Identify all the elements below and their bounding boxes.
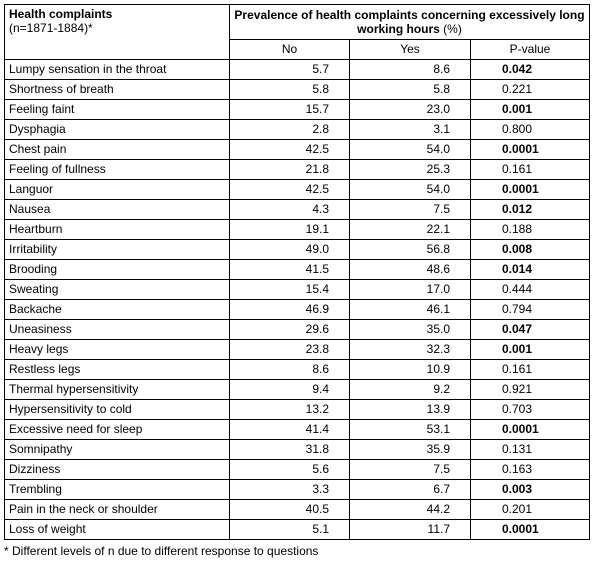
table-row [5, 460, 590, 480]
prevalence-yes: 22.1 [350, 220, 471, 240]
complaint-name: Thermal hypersensitivity [5, 380, 230, 400]
prevalence-no: 41.4 [230, 420, 350, 440]
prevalence-yes: 35.9 [350, 440, 471, 460]
complaint-name: Backache [5, 300, 230, 320]
prevalence-no: 21.8 [230, 160, 350, 180]
p-value: 0.001 [471, 100, 590, 120]
p-value: 0.042 [471, 60, 590, 80]
table-row [5, 360, 590, 380]
prevalence-header-cell [230, 5, 590, 40]
complaint-name: Dizziness [5, 460, 230, 480]
complaint-name: Restless legs [5, 360, 230, 380]
prevalence-yes: 32.3 [350, 340, 471, 360]
prevalence-no: 9.4 [230, 380, 350, 400]
p-value: 0.0001 [471, 420, 590, 440]
prevalence-yes: 46.1 [350, 300, 471, 320]
table-row [5, 220, 590, 240]
table-body [5, 60, 590, 540]
p-value: 0.008 [471, 240, 590, 260]
prevalence-no: 4.3 [230, 200, 350, 220]
prevalence-yes: 35.0 [350, 320, 471, 340]
prevalence-yes: 5.8 [350, 80, 471, 100]
table-row [5, 100, 590, 120]
complaint-name: Loss of weight [5, 520, 230, 540]
p-value: 0.047 [471, 320, 590, 340]
complaint-name: Excessive need for sleep [5, 420, 230, 440]
table-row [5, 480, 590, 500]
prevalence-no: 23.8 [230, 340, 350, 360]
footnote: * Different levels of n due to different response to questions [4, 544, 319, 558]
prevalence-yes: 48.6 [350, 260, 471, 280]
table-row [5, 120, 590, 140]
prevalence-no: 15.4 [230, 280, 350, 300]
complaints-title: Health complaints [9, 7, 113, 21]
p-value: 0.0001 [471, 520, 590, 540]
complaint-name: Heartburn [5, 220, 230, 240]
prevalence-no: 5.1 [230, 520, 350, 540]
prevalence-yes: 54.0 [350, 140, 471, 160]
prevalence-yes: 3.1 [350, 120, 471, 140]
prevalence-no: 42.5 [230, 140, 350, 160]
table-row [5, 340, 590, 360]
complaint-name: Uneasiness [5, 320, 230, 340]
complaint-name: Somnipathy [5, 440, 230, 460]
p-value: 0.163 [471, 460, 590, 480]
prevalence-yes: 8.6 [350, 60, 471, 80]
prevalence-no: 31.8 [230, 440, 350, 460]
prevalence-yes: 6.7 [350, 480, 471, 500]
prevalence-title: Prevalence of health complaints concerning excessively long working hours [234, 8, 585, 36]
table-container [4, 4, 589, 558]
prevalence-no: 15.7 [230, 100, 350, 120]
table-row [5, 300, 590, 320]
p-value: 0.012 [471, 200, 590, 220]
p-value: 0.201 [471, 500, 590, 520]
col-header-no: No [230, 40, 350, 60]
prevalence-no: 49.0 [230, 240, 350, 260]
complaint-name: Sweating [5, 280, 230, 300]
table-row [5, 380, 590, 400]
p-value: 0.0001 [471, 180, 590, 200]
p-value: 0.161 [471, 160, 590, 180]
complaint-name: Dysphagia [5, 120, 230, 140]
table-row [5, 200, 590, 220]
complaint-name: Irritability [5, 240, 230, 260]
prevalence-no: 29.6 [230, 320, 350, 340]
complaint-name: Heavy legs [5, 340, 230, 360]
prevalence-yes: 56.8 [350, 240, 471, 260]
p-value: 0.131 [471, 440, 590, 460]
prevalence-yes: 17.0 [350, 280, 471, 300]
complaint-name: Feeling faint [5, 100, 230, 120]
complaint-name: Feeling of fullness [5, 160, 230, 180]
table-row [5, 440, 590, 460]
prevalence-no: 2.8 [230, 120, 350, 140]
prevalence-no: 19.1 [230, 220, 350, 240]
p-value: 0.921 [471, 380, 590, 400]
table-row [5, 420, 590, 440]
p-value: 0.161 [471, 360, 590, 380]
prevalence-no: 13.2 [230, 400, 350, 420]
col-header-p-value: P-value [471, 40, 590, 60]
prevalence-yes: 54.0 [350, 180, 471, 200]
prevalence-no: 46.9 [230, 300, 350, 320]
prevalence-yes: 44.2 [350, 500, 471, 520]
complaints-header-cell [5, 5, 230, 60]
table-row [5, 500, 590, 520]
table-row [5, 140, 590, 160]
table-row [5, 520, 590, 540]
prevalence-no: 42.5 [230, 180, 350, 200]
table-row [5, 180, 590, 200]
table-row [5, 260, 590, 280]
complaint-name: Hypersensitivity to cold [5, 400, 230, 420]
p-value: 0.221 [471, 80, 590, 100]
p-value: 0.001 [471, 340, 590, 360]
col-header-yes: Yes [350, 40, 471, 60]
table-row [5, 280, 590, 300]
table-row [5, 400, 590, 420]
prevalence-yes: 11.7 [350, 520, 471, 540]
complaint-name: Lumpy sensation in the throat [5, 60, 230, 80]
complaints-n: (n=1871-1884)* [9, 21, 93, 35]
prevalence-yes: 7.5 [350, 200, 471, 220]
p-value: 0.014 [471, 260, 590, 280]
prevalence-no: 5.6 [230, 460, 350, 480]
prevalence-yes: 10.9 [350, 360, 471, 380]
prevalence-unit: (%) [443, 22, 462, 36]
p-value: 0.444 [471, 280, 590, 300]
prevalence-no: 41.5 [230, 260, 350, 280]
complaint-name: Languor [5, 180, 230, 200]
p-value: 0.003 [471, 480, 590, 500]
health-complaints-table [4, 4, 590, 540]
p-value: 0.0001 [471, 140, 590, 160]
prevalence-no: 40.5 [230, 500, 350, 520]
complaint-name: Shortness of breath [5, 80, 230, 100]
header-row-top [5, 5, 590, 40]
prevalence-no: 8.6 [230, 360, 350, 380]
prevalence-yes: 7.5 [350, 460, 471, 480]
prevalence-yes: 25.3 [350, 160, 471, 180]
complaint-name: Chest pain [5, 140, 230, 160]
table-row [5, 60, 590, 80]
p-value: 0.188 [471, 220, 590, 240]
complaint-name: Nausea [5, 200, 230, 220]
table-row [5, 320, 590, 340]
p-value: 0.800 [471, 120, 590, 140]
prevalence-yes: 53.1 [350, 420, 471, 440]
prevalence-no: 3.3 [230, 480, 350, 500]
table-row [5, 80, 590, 100]
p-value: 0.703 [471, 400, 590, 420]
table-row [5, 240, 590, 260]
table-row [5, 160, 590, 180]
prevalence-no: 5.8 [230, 80, 350, 100]
p-value: 0.794 [471, 300, 590, 320]
prevalence-yes: 9.2 [350, 380, 471, 400]
complaint-name: Trembling [5, 480, 230, 500]
prevalence-no: 5.7 [230, 60, 350, 80]
complaint-name: Brooding [5, 260, 230, 280]
complaint-name: Pain in the neck or shoulder [5, 500, 230, 520]
prevalence-yes: 23.0 [350, 100, 471, 120]
prevalence-yes: 13.9 [350, 400, 471, 420]
